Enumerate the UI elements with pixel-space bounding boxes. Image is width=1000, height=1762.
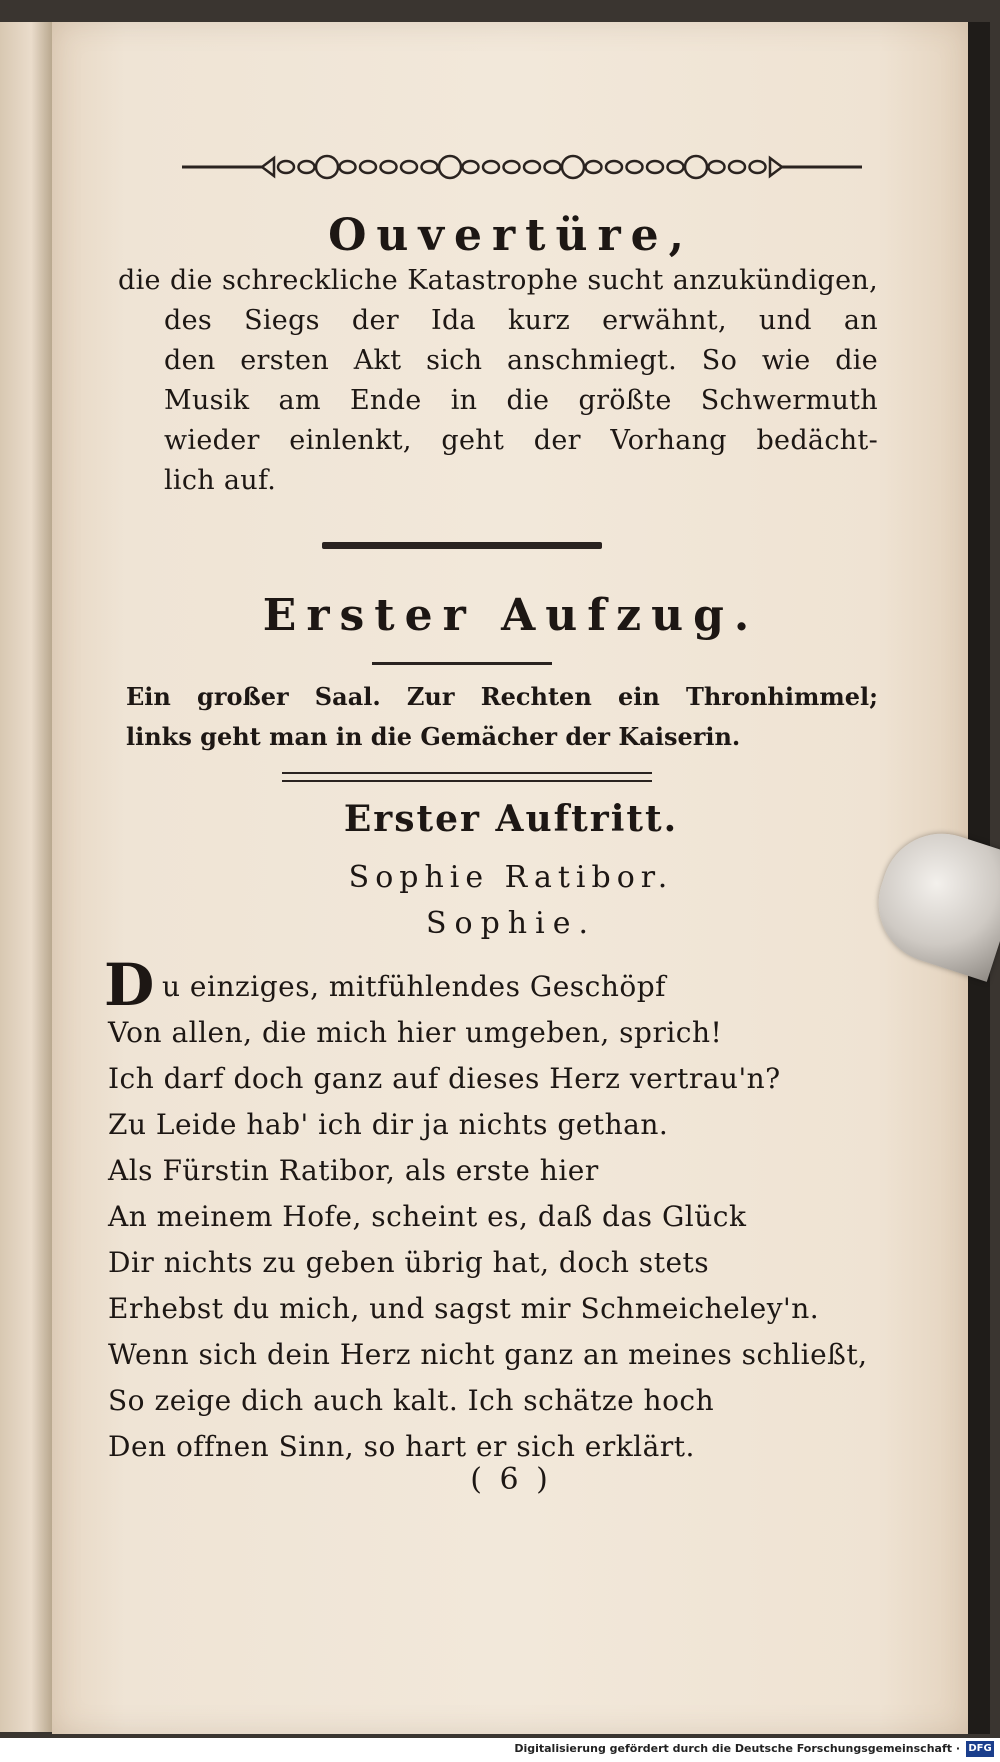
overture-line: des Siegs der Ida kurz erwähnt, und an — [164, 305, 878, 336]
section-rule — [322, 542, 602, 549]
verse-line: Zu Leide hab' ich dir ja nichts gethan. — [108, 1108, 669, 1141]
overture-title: Ouvertüre, — [328, 210, 694, 261]
verse-line: Wenn sich dein Herz nicht ganz an meines schließt, — [108, 1338, 868, 1371]
page-number: ( 6 ) — [470, 1462, 552, 1497]
setting-line: links geht man in die Gemächer der Kaiserin. — [126, 722, 741, 751]
verse-line: An meinem Hofe, scheint es, daß das Glück — [108, 1200, 747, 1233]
dfg-logo: DFG — [966, 1741, 994, 1757]
speaker-name: Sophie. — [425, 906, 597, 941]
ornament-divider — [182, 150, 862, 184]
overture-line: wieder einlenkt, geht der Vorhang bedächt- — [164, 425, 878, 456]
verse-line: Erhebst du mich, und sagst mir Schmeicheley'n. — [108, 1292, 820, 1325]
verse-line: u einziges, mitfühlendes Geschöpf — [162, 970, 667, 1003]
verse-line: Ich darf doch ganz auf dieses Herz vertrau'n? — [108, 1062, 781, 1095]
setting-line: Ein großer Saal. Zur Rechten ein Thronhimmel; — [126, 682, 878, 711]
act-title: Erster Aufzug. — [262, 590, 760, 641]
drop-cap: D — [104, 951, 155, 1019]
verse-line: Den offnen Sinn, so hart er sich erklärt. — [108, 1430, 695, 1463]
double-rule — [282, 772, 652, 782]
overture-line: die die schreckliche Katastrophe sucht anzukündigen, — [118, 265, 878, 296]
facing-page-edge — [0, 22, 54, 1732]
verse-line: Von allen, die mich hier umgeben, sprich! — [108, 1016, 723, 1049]
verse-line: Dir nichts zu geben übrig hat, doch stets — [108, 1246, 710, 1279]
overture-line: den ersten Akt sich anschmiegt. So wie die — [164, 345, 878, 376]
title-underline — [372, 662, 552, 665]
book-page — [52, 22, 970, 1734]
scene-cast: Sophie Ratibor. — [348, 860, 674, 895]
verse-line: So zeige dich auch kalt. Ich schätze hoch — [108, 1384, 715, 1417]
overture-line: Musik am Ende in die größte Schwermuth — [164, 385, 878, 416]
digitization-credit: Digitalisierung gefördert durch die Deutsche Forschungsgemeinschaft · — [514, 1742, 960, 1755]
verse-line: Als Fürstin Ratibor, als erste hier — [108, 1154, 599, 1187]
scene-title: Erster Auftritt. — [343, 798, 679, 840]
overture-line: lich auf. — [164, 465, 277, 496]
